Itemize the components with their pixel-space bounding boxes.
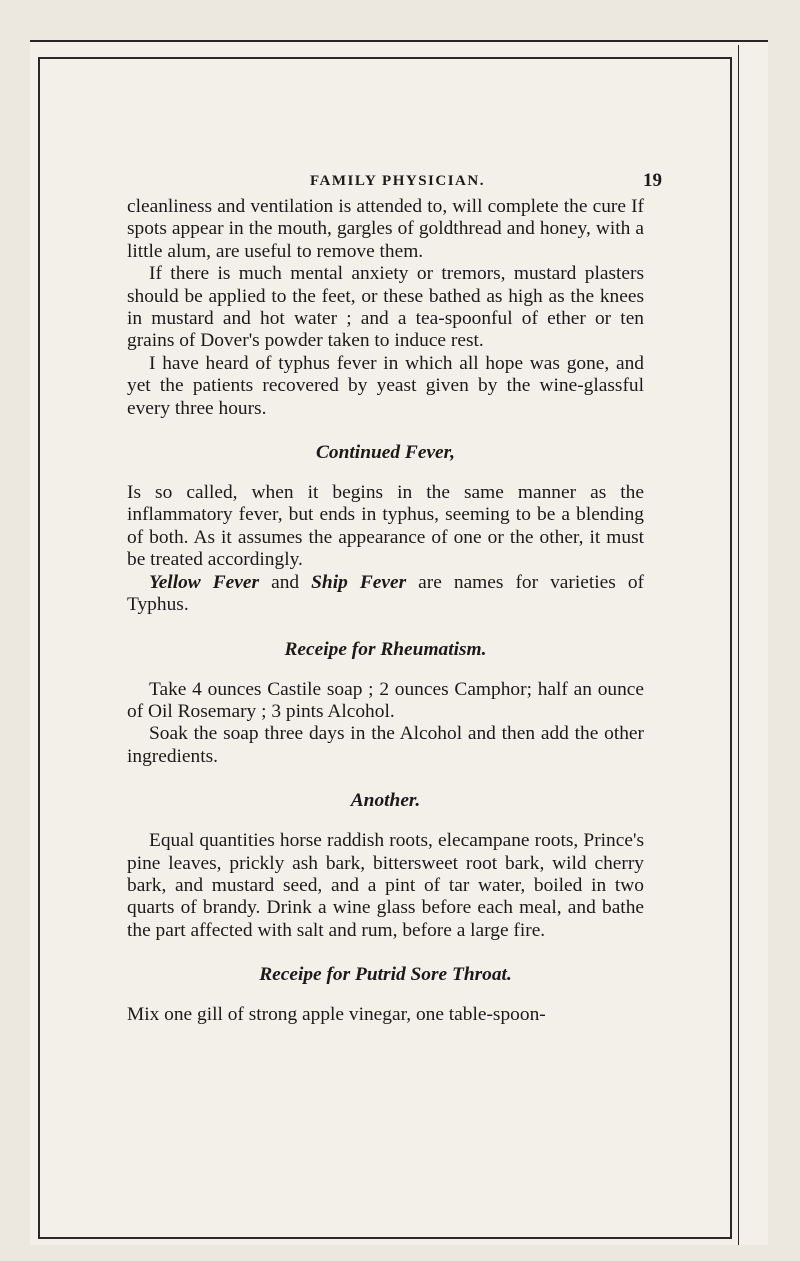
paragraph-cleanliness: cleanliness and ventilation is attended to, will complete the cure If spots appear in the mouth, gargles of goldthread and honey, with a little alum, are useful to remove them. — [127, 196, 644, 262]
heading-receipe-rheumatism: Receipe for Rheumatism. — [284, 638, 487, 660]
paragraph-rheumatism-ingredients: Take 4 ounces Castile soap ; 2 ounces Camphor; half an ounce of Oil Rosemary ; 3 pints Alcohol. — [127, 678, 644, 722]
running-head: FAMILY PHYSICIAN. — [310, 173, 485, 189]
paragraph-sore-throat: Mix one gill of strong apple vinegar, one table-spoon- — [127, 1004, 546, 1026]
paragraph-another-receipe: Equal quantities horse raddish roots, elecampane roots, Prince's pine leaves, prickly ash bark, bittersweet root bark, wild cherry bark, and mustard seed, and a pint of tar water, boiled in two quarts of brandy. Drink a wine glass before each meal, and bathe the part affected with salt and rum, before a large fire. — [127, 830, 644, 941]
frame-left-rule — [38, 57, 40, 1237]
paragraph-typhus-varieties — [127, 572, 644, 617]
paragraph-continued-fever: Is so called, when it begins in the same manner as the inflammatory fever, but ends in typhus, seeming to be a blending of both. As it assumes the appearance of one or the other, it must be treated accordingly. — [127, 482, 644, 571]
text-varieties: are names for varieties of Typhus. — [127, 571, 644, 616]
page-edge-top-rule — [30, 40, 768, 42]
heading-another: Another. — [350, 790, 421, 812]
heading-receipe-sore-throat: Receipe for Putrid Sore Throat. — [259, 964, 512, 986]
frame-bottom-rule — [38, 1237, 732, 1239]
page-edge-right-rule — [738, 45, 739, 1245]
page-number: 19 — [643, 170, 662, 191]
paragraph-rheumatism-method: Soak the soap three days in the Alcohol and then add the other ingredients. — [127, 723, 644, 767]
frame-right-rule — [730, 57, 732, 1237]
paragraph-typhus-recovery: I have heard of typhus fever in which all hope was gone, and yet the patients recovered by yeast given by the wine-glassful every three hours. — [127, 352, 644, 419]
frame-top-rule — [38, 57, 732, 59]
paragraph-mental-anxiety: If there is much mental anxiety or tremors, mustard plasters should be applied to the feet, or these bathed as high as the knees in mustard and hot water ; and a tea-spoonful of ether or ten grains of Dover's powder taken to induce rest. — [127, 263, 644, 352]
term-ship-fever: Ship Fever — [311, 571, 407, 593]
text-and: and — [259, 571, 312, 593]
body-text — [127, 196, 644, 1027]
term-yellow-fever: Yellow Fever — [149, 571, 260, 593]
heading-continued-fever: Continued Fever, — [316, 442, 455, 464]
